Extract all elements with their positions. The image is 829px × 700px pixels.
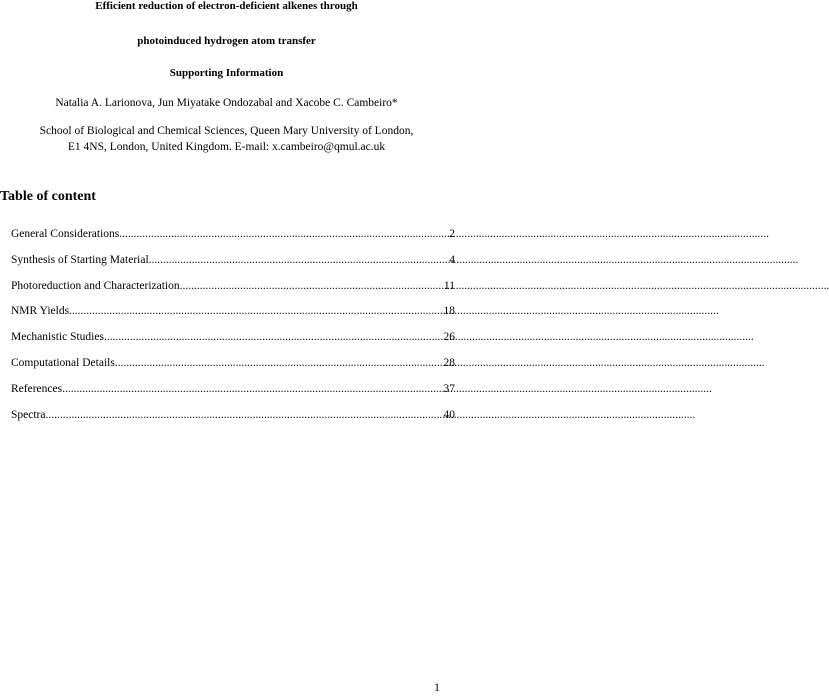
toc-entry-page: 18 [443, 305, 455, 318]
toc-entry-title: References [11, 382, 63, 395]
toc-dot-leader [104, 331, 444, 343]
toc-entry-title: Synthesis of Starting Material [11, 253, 149, 266]
toc-entry-page: 37 [443, 382, 455, 395]
toc-entry-title: Computational Details [11, 356, 115, 369]
toc-entry-spectra[interactable] [11, 409, 455, 435]
toc-entry-nmr-yields[interactable] [11, 305, 455, 331]
toc-entry-title: NMR Yields [11, 305, 70, 318]
toc-entry-title: Photoreduction and Characterization [11, 279, 180, 292]
paper-title-line-1: Efficient reduction of electron-deficient alkenes through [95, 0, 358, 12]
toc-entry-page: 28 [443, 356, 455, 369]
supporting-information-heading: Supporting Information [169, 67, 284, 79]
toc-entry-computational-details[interactable] [11, 357, 455, 383]
paper-title-line-2: photoinduced hydrogen atom transfer [137, 35, 316, 47]
page-number: 1 [434, 680, 440, 694]
toc-entry-title: General Considerations [11, 228, 120, 240]
toc-entry-page: 40 [443, 408, 455, 421]
toc-entry-title: Mechanistic Studies [11, 331, 104, 344]
toc-entry-photoreduction-and-characterization[interactable] [11, 280, 455, 306]
toc-entry-references[interactable] [11, 383, 455, 409]
affiliation-line-2: E1 4NS, London, United Kingdom. E-mail: x.cambeiro@qmul.ac.uk [67, 141, 386, 153]
toc-entry-general-considerations[interactable] [11, 228, 455, 254]
toc-dot-leader [115, 357, 444, 369]
toc-entry-page: 26 [443, 331, 455, 344]
toc-entry-synthesis-of-starting-material[interactable] [11, 254, 455, 280]
table-of-contents-heading: Table of content [0, 189, 96, 204]
toc-dot-leader [180, 280, 444, 292]
toc-dot-leader [149, 254, 450, 266]
author-list: Natalia A. Larionova, Jun Miyatake Ondozabal and Xacobe C. Cambeiro* [55, 97, 398, 109]
toc-entry-page: 2 [449, 228, 455, 240]
toc-dot-leader [45, 409, 443, 421]
toc-entry-title: Spectra [11, 408, 46, 421]
toc-entry-mechanistic-studies[interactable] [11, 331, 455, 357]
toc-entry-page: 11 [443, 279, 455, 292]
toc-dot-leader [119, 228, 449, 240]
table-of-contents [11, 228, 455, 434]
affiliation-line-1: School of Biological and Chemical Sciences, Queen Mary University of London, [39, 125, 414, 137]
toc-entry-page: 4 [449, 253, 455, 266]
toc-dot-leader [62, 383, 443, 395]
toc-dot-leader [69, 305, 443, 317]
